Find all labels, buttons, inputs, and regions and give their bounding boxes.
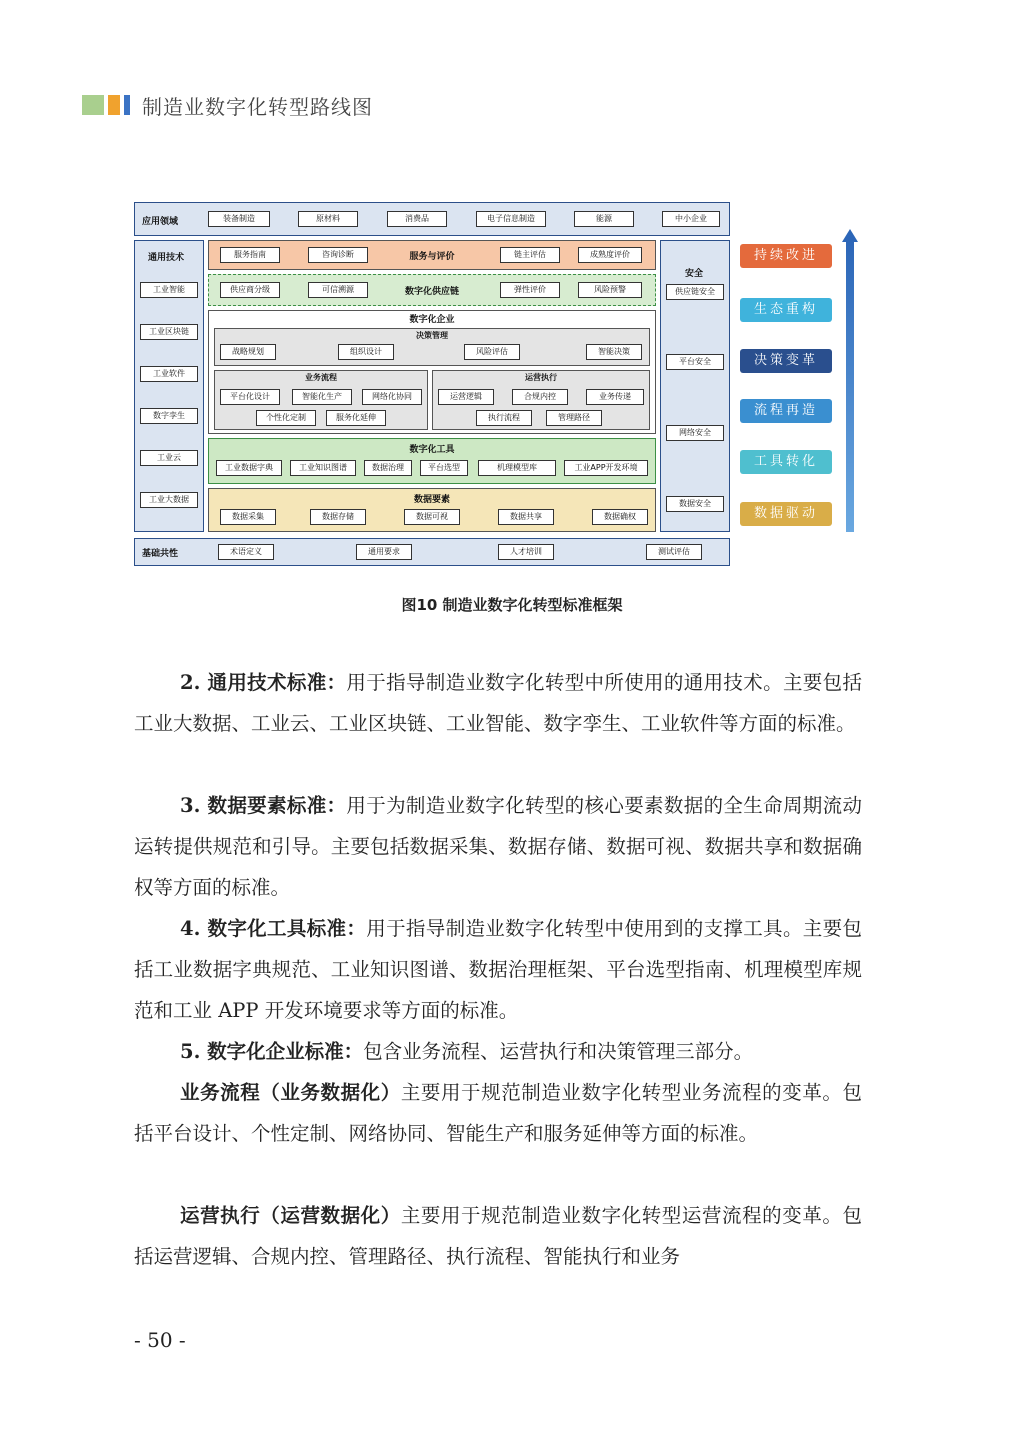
header-orange-block	[108, 95, 120, 115]
supply-chain-item: 风险预警	[578, 282, 642, 298]
app-domain-item: 中小企业	[662, 211, 720, 227]
security-item: 供应链安全	[666, 284, 724, 300]
tools-item: 机理模型库	[478, 460, 556, 476]
paragraph-digital-tools	[134, 908, 862, 1031]
decision-title: 决策管理	[416, 331, 448, 340]
tools-item: 数据治理	[364, 460, 412, 476]
enterprise-title: 数字化企业	[409, 315, 455, 325]
tools-title: 数字化工具	[409, 445, 455, 455]
tools-item: 工业数据字典	[216, 460, 282, 476]
paragraph-text: 用于指导制造业数字化转型中所使用的通用技术。主要包括工业大数据、工业云、工业区块链、工业智能、数字孪生、工业软件等方面的标准。	[134, 671, 862, 735]
header-blue-block	[124, 95, 130, 115]
paragraph-operation	[134, 1195, 862, 1277]
tag-process-reengineering: 流程再造	[740, 399, 832, 423]
operation-item: 合规内控	[512, 389, 568, 405]
paragraph-heading: 5. 数字化企业标准：	[180, 1040, 364, 1063]
paragraph-heading: 运营执行（运营数据化）	[180, 1204, 401, 1227]
header-green-block	[82, 95, 104, 115]
security-item: 平台安全	[666, 354, 724, 370]
operation-item: 管理路径	[546, 410, 602, 426]
business-item: 服务化延伸	[326, 410, 386, 426]
tools-item: 平台选型	[420, 460, 468, 476]
paragraph-heading: 4. 数字化工具标准：	[180, 917, 367, 940]
decision-item: 风险评估	[464, 344, 520, 360]
paragraph-text: 包含业务流程、运营执行和决策管理三部分。	[363, 1040, 754, 1063]
paragraph-heading: 3. 数据要素标准：	[180, 794, 347, 817]
app-domain-item: 电子信息制造	[476, 211, 546, 227]
app-domain-label: 应用领域	[142, 217, 179, 227]
business-item: 网络化协同	[362, 389, 422, 405]
up-arrow-shaft	[846, 240, 854, 532]
paragraph-text: 主要用于规范制造业数字化转型业务流程的变革。包括平台设计、个性定制、网络协同、智能生产和服务延伸等方面的标准。	[134, 1081, 862, 1145]
paragraph-text: 用于为制造业数字化转型的核心要素数据的全生命周期流动运转提供规范和引导。主要包括数据采集、数据存储、数据可视、数据共享和数据确权等方面的标准。	[134, 794, 862, 899]
business-item: 个性化定制	[256, 410, 316, 426]
service-eval-item: 成熟度评价	[578, 247, 642, 263]
business-item: 平台化设计	[220, 389, 280, 405]
paragraph-text: 用于指导制造业数字化转型中使用到的支撑工具。主要包括工业数据字典规范、工业知识图谱、数据治理框架、平台选型指南、机理模型库规范和工业 APP 开发环境要求等方面的标准。	[134, 917, 862, 1022]
paragraph-data-elements	[134, 785, 862, 908]
data-elements-item: 数据可视	[404, 509, 460, 525]
foundation-item: 测试评估	[646, 544, 702, 560]
running-header	[82, 94, 373, 119]
paragraph-general-tech	[134, 662, 862, 744]
foundation-item: 人才培训	[498, 544, 554, 560]
operation-item: 执行流程	[476, 410, 532, 426]
header-title: 制造业数字化转型路线图	[142, 94, 373, 119]
general-tech-item: 工业大数据	[140, 492, 198, 508]
data-elements-item: 数据采集	[220, 509, 276, 525]
data-elements-item: 数据确权	[592, 509, 648, 525]
tools-item: 工业APP开发环境	[564, 460, 648, 476]
paragraph-digital-enterprise	[134, 1031, 862, 1072]
service-eval-item: 链主评估	[500, 247, 560, 263]
figure-caption: 图10 制造业数字化转型标准框架	[401, 596, 623, 614]
app-domain-item: 能源	[574, 211, 634, 227]
tag-continuous-improvement: 持续改进	[740, 244, 832, 268]
paragraph-business-process	[134, 1072, 862, 1154]
security-item: 数据安全	[666, 496, 724, 512]
tag-tool-transformation: 工具转化	[740, 450, 832, 474]
page-number: - 50 -	[134, 1328, 186, 1352]
data-elements-item: 数据存储	[310, 509, 366, 525]
supply-chain-item: 可信溯源	[308, 282, 368, 298]
tools-item: 工业知识图谱	[290, 460, 356, 476]
foundation-item: 术语定义	[218, 544, 274, 560]
app-domain-item: 装备制造	[208, 211, 270, 227]
general-tech-item: 工业云	[140, 450, 198, 466]
data-elements-title: 数据要素	[413, 495, 450, 505]
service-eval-item: 咨询诊断	[308, 247, 368, 263]
general-tech-item: 数字孪生	[140, 408, 198, 424]
supply-chain-title: 数字化供应链	[404, 287, 459, 297]
app-domain-item: 消费品	[387, 211, 447, 227]
tag-ecosystem-restructuring: 生态重构	[740, 298, 832, 322]
foundation-item: 通用要求	[356, 544, 412, 560]
general-tech-item: 工业区块链	[140, 324, 198, 340]
business-item: 智能化生产	[292, 389, 352, 405]
tag-data-driven: 数据驱动	[740, 502, 832, 526]
decision-item: 智能决策	[586, 344, 642, 360]
foundation-label: 基础共性	[142, 549, 179, 559]
tag-decision-change: 决策变革	[740, 349, 832, 373]
service-eval-title: 服务与评价	[409, 252, 455, 262]
operation-item: 业务传递	[586, 389, 644, 405]
operation-title: 运营执行	[525, 373, 557, 382]
general-tech-item: 工业智能	[140, 282, 198, 298]
app-domain-item: 原材料	[298, 211, 358, 227]
security-label: 安全	[685, 269, 704, 279]
service-eval-item: 服务指南	[220, 247, 280, 263]
paragraph-heading: 2. 通用技术标准：	[180, 671, 347, 694]
framework-diagram	[134, 202, 730, 566]
security-item: 网络安全	[666, 425, 724, 441]
data-elements-item: 数据共享	[498, 509, 554, 525]
general-tech-label: 通用技术	[148, 253, 185, 263]
decision-item: 组织设计	[338, 344, 394, 360]
paragraph-heading: 业务流程（业务数据化）	[180, 1081, 401, 1104]
decision-item: 战略规划	[220, 344, 276, 360]
business-title: 业务流程	[305, 373, 337, 382]
paragraph-text: 主要用于规范制造业数字化转型运营流程的变革。包括运营逻辑、合规内控、管理路径、执行流程、智能执行和业务	[134, 1204, 862, 1268]
operation-item: 运营逻辑	[438, 389, 494, 405]
supply-chain-item: 弹性评价	[500, 282, 560, 298]
supply-chain-item: 供应商分级	[220, 282, 280, 298]
general-tech-item: 工业软件	[140, 366, 198, 382]
